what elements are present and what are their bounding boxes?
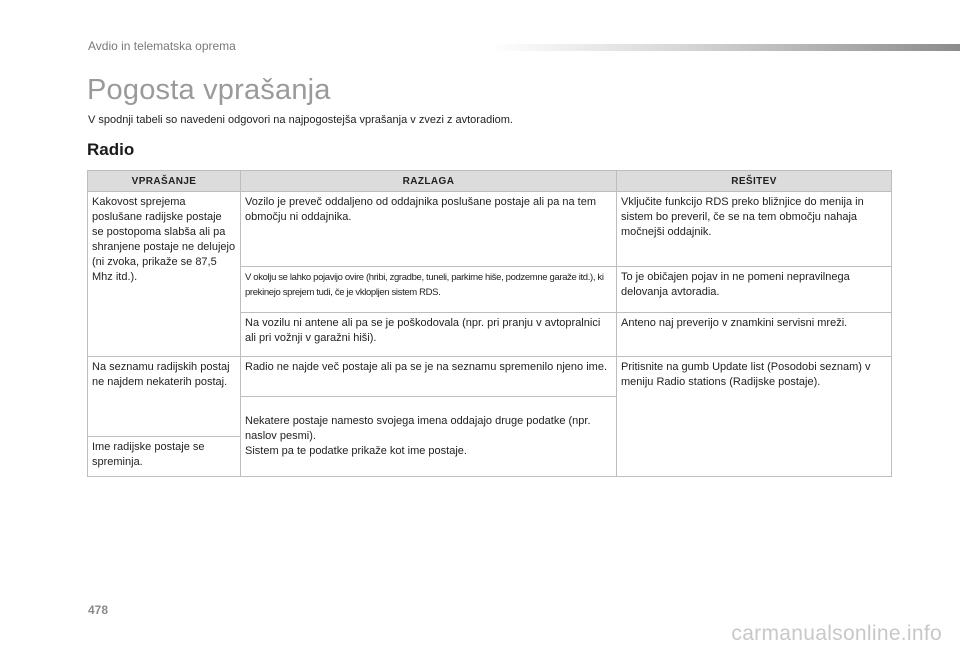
header-bar (488, 44, 960, 51)
solution-cell: Pritisnite na gumb Update list (Posodobi seznam) v meniju Radio stations (Radijske postaje). (617, 357, 892, 477)
cause-cell: Vozilo je preveč oddaljeno od oddajnika poslušane postaje ali pa na tem območju ni oddajnika. (241, 192, 617, 267)
question-cell: Ime radijske postaje se spreminja. (88, 437, 241, 477)
question-cell: Na seznamu radijskih postaj ne najdem nekaterih postaj. (88, 357, 241, 437)
intro-text: V spodnji tabeli so navedeni odgovori na najpogostejša vprašanja v zvezi z avtoradiom. (88, 114, 513, 126)
column-header-question: VPRAŠANJE (88, 171, 241, 192)
cause-text: V okolju se lahko pojavijo ovire (hribi, zgradbe, tuneli, parkirne hiše, podzemne garaže itd.), ki prekinejo sprejem tudi, če je vklopljen sistem RDS. (245, 272, 604, 298)
solution-cell: Anteno naj preverijo v znamkini servisni mreži. (617, 313, 892, 357)
cause-cell: Radio ne najde več postaje ali pa se je na seznamu spremenilo njeno ime. (241, 357, 617, 397)
solution-cell: Vključite funkcijo RDS preko bližnjice do menija in sistem bo preveril, če se na tem območju nahaja močnejši oddajnik. (617, 192, 892, 267)
table-header-row (88, 171, 892, 192)
solution-cell: To je običajen pojav in ne pomeni nepravilnega delovanja avtoradia. (617, 267, 892, 313)
page-number: 478 (88, 603, 109, 617)
cause-cell: Nekatere postaje namesto svojega imena oddajajo druge podatke (npr. naslov pesmi). Sistem pa te podatke prikaže kot ime postaje. (241, 397, 617, 477)
faq-table (87, 170, 892, 477)
watermark: carmanualsonline.info (731, 622, 942, 645)
table-row (88, 192, 892, 267)
section-label: Avdio in telematska oprema (88, 39, 236, 53)
column-header-cause: RAZLAGA (241, 171, 617, 192)
cause-cell (241, 267, 617, 313)
page-title: Pogosta vprašanja (87, 74, 331, 106)
table-row (88, 357, 892, 397)
cause-cell: Na vozilu ni antene ali pa se je poškodovala (npr. pri pranju v avtopralnici ali pri vožnji v garažni hiši). (241, 313, 617, 357)
question-cell: Kakovost sprejema poslušane radijske postaje se postopoma slabša ali pa shranjene postaje ne delujejo (ni zvoka, prikaže se 87,5 Mhz itd.). (88, 192, 241, 357)
section-title: Radio (87, 140, 135, 159)
column-header-solution: REŠITEV (617, 171, 892, 192)
